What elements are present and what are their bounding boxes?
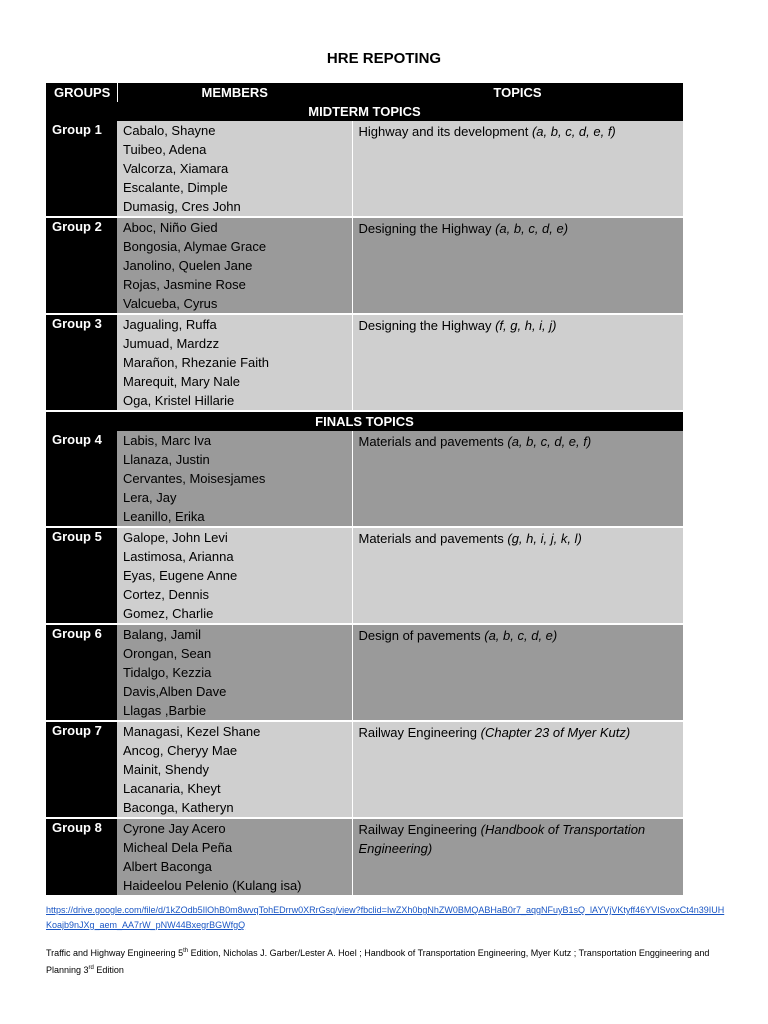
member-name: Cervantes, Moisesjames xyxy=(123,471,266,486)
group-members xyxy=(117,217,352,314)
table-row xyxy=(46,624,683,721)
topic-detail: (Handbook of Transportation Engineering) xyxy=(358,822,646,856)
table-row xyxy=(46,314,683,411)
topic-title: Designing the Highway xyxy=(358,318,492,333)
member-name: Davis,Alben Dave xyxy=(123,684,227,699)
member-name: Managasi, Kezel Shane xyxy=(123,724,261,739)
group-members xyxy=(117,314,352,411)
group-name: Group 1 xyxy=(46,121,117,217)
group-members xyxy=(117,121,352,217)
member-name: Valcueba, Cyrus xyxy=(123,296,218,311)
table-row xyxy=(46,217,683,314)
group-topic xyxy=(352,624,683,721)
member-name: Bongosia, Alymae Grace xyxy=(123,239,267,254)
member-name: Cabalo, Shayne xyxy=(123,123,216,138)
group-name: Group 7 xyxy=(46,721,117,818)
group-topic xyxy=(352,818,683,896)
topic-detail: (f, g, h, i, j) xyxy=(495,318,557,333)
member-name: Orongan, Sean xyxy=(123,646,212,661)
topic-detail: (Chapter 23 of Myer Kutz) xyxy=(480,725,631,740)
group-topic xyxy=(352,527,683,624)
group-topic xyxy=(352,121,683,217)
section-row xyxy=(46,102,683,121)
member-name: Aboc, Niño Gied xyxy=(123,220,218,235)
reference-books xyxy=(46,944,726,978)
topic-detail: (g, h, i, j, k, l) xyxy=(507,531,582,546)
topic-title: Designing the Highway xyxy=(358,221,492,236)
member-name: Labis, Marc Iva xyxy=(123,433,212,448)
group-name: Group 8 xyxy=(46,818,117,896)
group-name: Group 5 xyxy=(46,527,117,624)
table-body xyxy=(46,102,683,896)
group-members xyxy=(117,818,352,896)
group-topic xyxy=(352,431,683,527)
table-row xyxy=(46,431,683,527)
group-members xyxy=(117,624,352,721)
member-name: Dumasig, Cres John xyxy=(123,199,241,214)
member-name: Micheal Dela Peña xyxy=(123,840,233,855)
member-name: Cortez, Dennis xyxy=(123,587,209,602)
table-row xyxy=(46,527,683,624)
member-name: Llagas ,Barbie xyxy=(123,703,207,718)
table-row xyxy=(46,721,683,818)
member-name: Marequit, Mary Nale xyxy=(123,374,241,389)
reference-books-sup-2: rd xyxy=(88,965,94,971)
topic-detail: (a, b, c, d, e, f) xyxy=(507,434,592,449)
member-name: Baconga, Katheryn xyxy=(123,800,234,815)
group-name: Group 4 xyxy=(46,431,117,527)
member-name: Lastimosa, Arianna xyxy=(123,549,234,564)
member-name: Rojas, Jasmine Rose xyxy=(123,277,246,292)
member-name: Tuibeo, Adena xyxy=(123,142,207,157)
header-groups: GROUPS xyxy=(46,83,117,102)
group-name: Group 2 xyxy=(46,217,117,314)
group-members xyxy=(117,527,352,624)
reference-books-text-3: Edition xyxy=(93,965,124,975)
header-members: MEMBERS xyxy=(117,83,352,102)
topic-title: Design of pavements xyxy=(358,628,481,643)
group-members xyxy=(117,721,352,818)
member-name: Gomez, Charlie xyxy=(123,606,214,621)
member-name: Balang, Jamil xyxy=(123,627,202,642)
topic-title: Materials and pavements xyxy=(358,434,504,449)
topic-title: Railway Engineering xyxy=(358,822,478,837)
member-name: Llanaza, Justin xyxy=(123,452,210,467)
reference-label: REFERENCE: xyxy=(46,887,112,898)
section-label: MIDTERM TOPICS xyxy=(46,102,683,121)
member-name: Ancog, Cheryy Mae xyxy=(123,743,238,758)
group-name: Group 6 xyxy=(46,624,117,721)
member-name: Albert Baconga xyxy=(123,859,212,874)
group-name: Group 3 xyxy=(46,314,117,411)
topic-title: Railway Engineering xyxy=(358,725,478,740)
member-name: Jagualing, Ruffa xyxy=(123,317,217,332)
topic-detail: (a, b, c, d, e) xyxy=(484,628,558,643)
table-header-row xyxy=(46,83,683,102)
member-name: Leanillo, Erika xyxy=(123,509,205,524)
group-topic xyxy=(352,217,683,314)
header-topics: TOPICS xyxy=(352,83,683,102)
member-name: Lera, Jay xyxy=(123,490,177,505)
reference-books-text-1: Traffic and Highway Engineering 5 xyxy=(46,948,184,958)
reference-books-sup-1: th xyxy=(183,948,189,954)
section-label: FINALS TOPICS xyxy=(46,411,683,431)
topic-detail: (a, b, c, d, e, f) xyxy=(531,124,616,139)
schedule-table xyxy=(46,83,683,897)
topic-title: Highway and its development xyxy=(358,124,529,139)
member-name: Marañon, Rhezanie Faith xyxy=(123,355,269,370)
member-name: Lacanaria, Kheyt xyxy=(123,781,221,796)
group-topic xyxy=(352,721,683,818)
topic-title: Materials and pavements xyxy=(358,531,504,546)
member-name: Haideelou Pelenio (Kulang isa) xyxy=(123,878,302,893)
group-topic xyxy=(352,314,683,411)
topic-detail: (a, b, c, d, e) xyxy=(495,221,569,236)
reference-link[interactable]: https://drive.google.com/file/d/1kZOdb5IlOhB0m8wvqTohEDrrw0XRrGsq/view?fbclid=IwZXh0bgNhZW0BMQABHaB0r7_aqgNFuyB1sQ_lAYVjVKtyff46YVISvoxCt4n39IUHKoajb9nJXg_aem_AA7rW_pNW44BxegrBGWfgQ xyxy=(46,905,725,930)
reference-books-text-2: Edition, Nicholas J. Garber/Lester A. Hoel ; Handbook of Transportation Engineering, Myer Kutz ; Transportation Enggineering and Planning 3 xyxy=(46,948,710,975)
member-name: Cyrone Jay Acero xyxy=(123,821,226,836)
member-name: Janolino, Quelen Jane xyxy=(123,258,253,273)
section-row xyxy=(46,411,683,431)
table-row xyxy=(46,818,683,896)
page-title: HRE REPOTING xyxy=(326,50,442,67)
member-name: Tidalgo, Kezzia xyxy=(123,665,212,680)
member-name: Valcorza, Xiamara xyxy=(123,161,229,176)
member-name: Eyas, Eugene Anne xyxy=(123,568,238,583)
group-members xyxy=(117,431,352,527)
member-name: Jumuad, Mardzz xyxy=(123,336,220,351)
member-name: Oga, Kristel Hillarie xyxy=(123,393,235,408)
member-name: Mainit, Shendy xyxy=(123,762,209,777)
member-name: Escalante, Dimple xyxy=(123,180,228,195)
table-row xyxy=(46,121,683,217)
member-name: Galope, John Levi xyxy=(123,530,228,545)
